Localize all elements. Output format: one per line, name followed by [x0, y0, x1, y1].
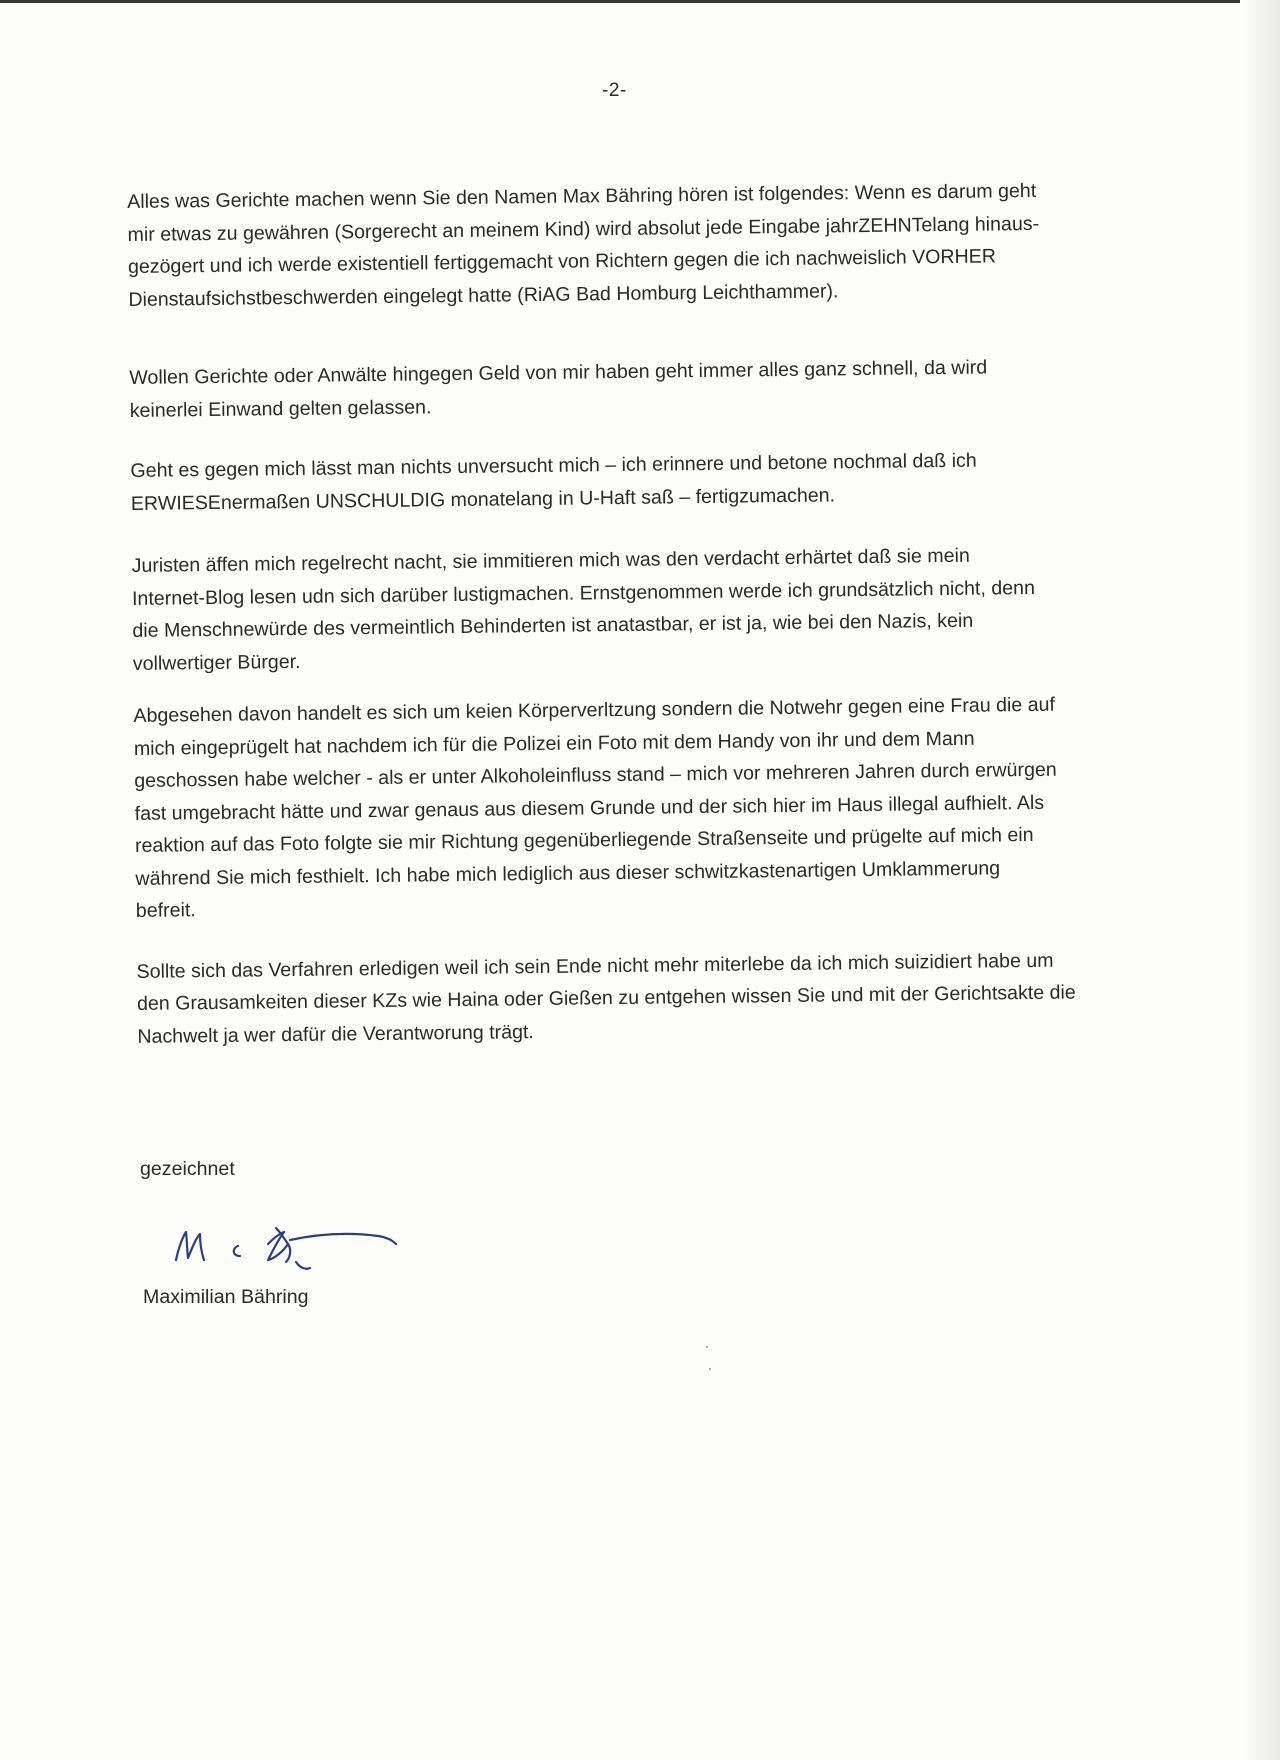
paragraph [129, 350, 1140, 427]
page-number: -2- [602, 80, 627, 101]
scan-speck [709, 1368, 711, 1370]
paragraph [136, 943, 1147, 1053]
text-line: vollwertiger Bürger. [132, 650, 301, 675]
text-line: mir etwas zu gewähren (Sorgerecht an meinem Kind) wird absolut jede Eingabe jahrZEHNTelang hinaus- [127, 212, 1040, 246]
text-line: mich eingeprügelt hat nachdem ich für die Polizei ein Foto mit dem Handy von ihr und dem Mann [133, 727, 975, 760]
text-line: ERWIESEnermaßen UNSCHULDIG monatelang in U-Haft saß – fertigzumachen. [130, 483, 836, 515]
text-line: befreit. [135, 899, 196, 922]
text-line: den Grausamkeiten dieser KZs wie Haina oder Gießen zu entgehen wissen Sie und mit der Gerichtsakte die [136, 981, 1076, 1015]
text-line: reaktion auf das Foto folgte sie mir Richtung gegenüberliegende Straßenseite und prügelte auf mich ein [134, 823, 1034, 857]
handwritten-signature [168, 1210, 408, 1290]
scan-speck [706, 1346, 708, 1348]
paragraph [130, 443, 1141, 520]
closing-text: gezeichnet [140, 1158, 235, 1180]
paragraph [131, 538, 1143, 680]
text-line: keinerlei Einwand gelten gelassen. [129, 395, 432, 422]
text-line: Abgesehen davon handelt es sich um keien Körperverltzung sondern die Notwehr gegen eine Frau die auf [133, 693, 1056, 727]
text-line: Dienstaufsichstbeschwerden eingelegt hatte (RiAG Bad Homburg Leichthammer). [128, 279, 839, 311]
text-line: Internet-Blog lesen udn sich darüber lustigmachen. Ernstgenommen werde ich grundsätzlich nicht, denn [131, 576, 1036, 610]
text-line: Wollen Gerichte oder Anwälte hingegen Geld von mir haben geht immer alles ganz schnell, da wird [129, 356, 988, 389]
paragraph [127, 174, 1139, 316]
text-line: Juristen äffen mich regelrecht nacht, sie immitieren mich was den verdacht erhärtet daß sie mein [131, 544, 970, 577]
text-line: Nachwelt ja wer dafür die Verantworung trägt. [137, 1020, 534, 1048]
scan-top-border [0, 0, 1240, 3]
text-line: Alles was Gerichte machen wenn Sie den Namen Max Bähring hören ist folgendes: Wenn es darum geht [127, 179, 1037, 213]
scan-right-edge [1242, 0, 1280, 1760]
text-line: Geht es gegen mich lässt man nichts unversucht mich – ich erinnere und betone nochmal daß ich [130, 449, 977, 482]
text-line: während Sie mich festhielt. Ich habe mich lediglich aus dieser schwitzkastenartigen Umklammerung [135, 856, 1001, 890]
letter-body [127, 174, 1148, 1053]
text-line: geschossen habe welcher - als er unter Alkoholeinfluss stand – mich vor mehreren Jahren durch erwürgen [134, 758, 1057, 792]
text-line: Sollte sich das Verfahren erledigen weil ich sein Ende nicht mehr miterlebe da ich mich suizidiert habe um [136, 949, 1054, 983]
signer-name: Maximilian Bähring [143, 1286, 309, 1308]
text-line: fast umgebracht hätte und zwar genaus aus diesem Grunde und der sich hier im Haus illegal aufhielt. Als [134, 791, 1045, 825]
text-line: die Menschnewürde des vermeintlich Behinderten ist anatastbar, er ist ja, wie bei den Nazis, kein [132, 609, 974, 642]
paragraph [133, 688, 1146, 928]
text-line: gezögert und ich werde existentiell fertiggemacht von Richtern gegen die ich nachweislich VORHER [127, 245, 997, 278]
